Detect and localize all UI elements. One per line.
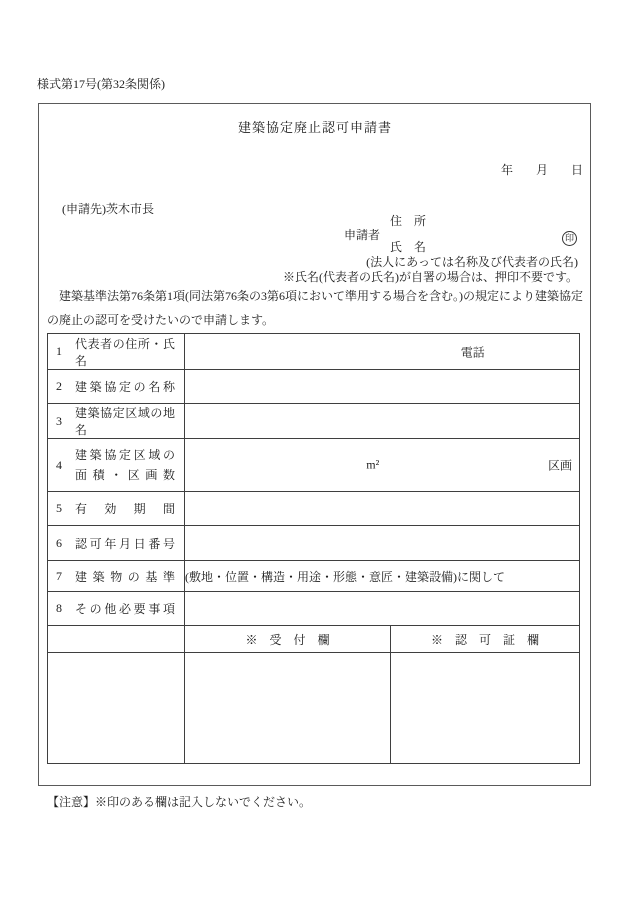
month-label: 月	[535, 163, 548, 177]
statement-line-2: の廃止の認可を受けたいので申請します。	[47, 313, 275, 327]
row-label: その他必要事項	[75, 602, 175, 616]
row-number: 8	[56, 601, 62, 615]
form-title: 建築協定廃止認可申請書	[237, 120, 392, 135]
address-label: 住 所	[390, 214, 427, 228]
table-row-other-items	[48, 592, 580, 626]
phone-label: 電話	[460, 345, 485, 359]
addressee: (申請先)茨木市長	[62, 202, 154, 216]
row-label: 建築協定の名称	[75, 380, 175, 394]
table-row-stamp-boxes	[48, 653, 580, 764]
row-number: 4	[56, 457, 62, 472]
row-label-cell	[48, 370, 185, 404]
row-label: 認可年月日番号	[75, 536, 175, 551]
stamp-box-spacer-cell	[48, 653, 185, 764]
year-label: 年	[500, 163, 513, 177]
row-label-cell	[48, 561, 185, 592]
table-row-agreement-name	[48, 370, 580, 404]
row-label-cell	[48, 404, 185, 439]
row-label-cell	[48, 492, 185, 526]
date-line	[501, 161, 583, 178]
lots-unit-label: 区画	[547, 458, 572, 473]
row-label-cell	[48, 334, 185, 370]
approval-certificate-column-header: ※ 認 可 証 欄	[391, 626, 580, 653]
stamp-header-spacer-cell	[48, 626, 185, 653]
seal-stamp-note: ※氏名(代表者の氏名)が自署の場合は、押印不要です。	[282, 270, 578, 284]
receipt-column-header: ※ 受 付 欄	[185, 626, 391, 653]
row-number: 6	[56, 535, 62, 550]
building-standards-note: (敷地・位置・構造・用途・形態・意匠・建築設備)に関して	[185, 561, 580, 592]
table-row-district-name	[48, 404, 580, 439]
table-row-validity-period	[48, 492, 580, 526]
corporate-name-note: (法人にあっては名称及び代表者の氏名)	[366, 255, 578, 269]
row-label-line-1: 建築協定区域の	[75, 448, 175, 462]
table-row-representative	[48, 334, 580, 370]
application-table	[47, 333, 580, 764]
table-row-building-standards	[48, 561, 580, 592]
row-number: 5	[56, 501, 62, 515]
table-row-area-lots	[48, 439, 580, 492]
name-label: 氏 名	[390, 240, 427, 254]
row-label-cell	[48, 526, 185, 561]
entry-cell-representative	[185, 334, 580, 370]
row-label: 代表者の住所・氏名	[75, 336, 175, 368]
row-label: 建築物の基準	[75, 569, 175, 584]
footer-note: 【注意】※印のある欄は記入しないでください。	[47, 795, 312, 809]
receipt-stamp-box	[185, 653, 391, 764]
row-label: 建築協定区域の地名	[75, 406, 175, 437]
entry-cell-agreement-name	[185, 370, 580, 404]
row-number: 7	[56, 568, 62, 583]
entry-cell-district-name	[185, 404, 580, 439]
table-row-approval-date-number	[48, 526, 580, 561]
entry-cell-validity-period	[185, 492, 580, 526]
area-unit-label: m²	[366, 457, 380, 472]
row-number: 3	[56, 413, 62, 428]
day-label: 日	[570, 163, 583, 177]
row-number: 1	[56, 344, 62, 358]
seal-icon: 印	[562, 231, 577, 246]
entry-cell-area-lots	[185, 439, 580, 492]
statement-line-1: 建築基準法第76条第1項(同法第76条の3第6項において準用する場合を含む。)の規定により建築協定	[47, 289, 583, 303]
table-row-stamp-headers	[48, 626, 580, 653]
entry-cell-other-items	[185, 592, 580, 626]
row-label-cell	[48, 592, 185, 626]
applicant-label: 申請者	[344, 228, 381, 242]
row-label-line-2: 面積・区画数	[75, 468, 175, 482]
approval-certificate-stamp-box	[391, 653, 580, 764]
row-number: 2	[56, 379, 62, 393]
row-label-cell	[48, 439, 185, 492]
row-label: 有効期間	[75, 502, 175, 516]
entry-cell-approval-date-number	[185, 526, 580, 561]
form-number: 様式第17号(第32条関係)	[37, 77, 165, 91]
